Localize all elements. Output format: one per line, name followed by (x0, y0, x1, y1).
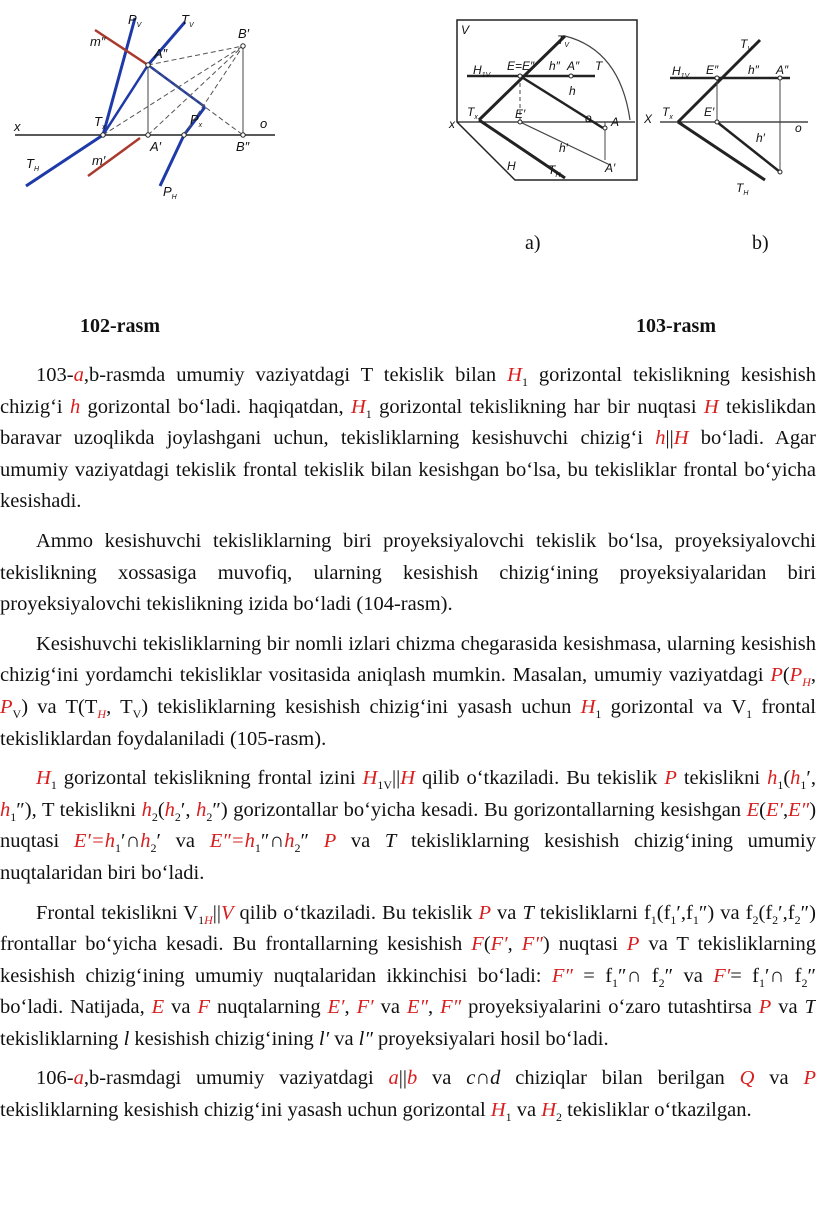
label-H1v: $H_{1V}$ (473, 63, 491, 79)
figure-102 (10, 8, 280, 208)
label-Tx: $T_x$ (467, 105, 478, 121)
label-h1: h′ (559, 141, 568, 155)
label-x: x (14, 119, 21, 134)
label-E1: E′ (704, 105, 715, 119)
label-h2: h″ (549, 59, 560, 73)
label-E2: E″ (706, 63, 719, 77)
label-x: x (449, 117, 455, 131)
figure-103a (445, 10, 645, 195)
label-E1: E′ (515, 107, 526, 121)
label-h1: h′ (756, 131, 765, 145)
figure-103b (640, 30, 810, 200)
label-Tx: $T_x$ (662, 105, 673, 121)
figure-103-caption: 103-rasm (636, 315, 716, 337)
label-o: o (260, 116, 268, 131)
label-A: A (611, 115, 620, 129)
label-PH: $P_H$ (163, 184, 177, 201)
label-Tv: $T_V$ (557, 33, 570, 49)
paragraph-4: $H_1$ gorizontal tekislikning frontal izini $H_{1V}||H$ qilib o‘tkaziladi. Bu tekislik P tekislikni $h_1(h_1'$, $h_1''$), T tekislikni $h_2(h_2'$, $h_2''$) gorizontallar bo‘yicha kesadi. Bu gorizontallarning kesishgan E(E′,E″) nuqtasi $E'=h_1'\cap h_2'$ va $E''=h_1''\cap h_2''$ P va T tekisliklarning kesishish chizig‘ining umumiy nuqtalaridan biri bo‘ladi. (0, 767, 816, 884)
label-V: V (461, 23, 470, 37)
label-h2: h″ (748, 63, 759, 77)
paragraph-6: 106-a,b-rasmdagi umumiy vaziyatdagi a||b va c∩d chiziqlar bilan berilgan Q va P tekisliklarning kesishish chizig‘ini yasash uchun gorizontal $H_1$ va $H_2$ tekisliklar o‘tkazilgan. (0, 1067, 816, 1125)
label-o: o (795, 121, 802, 135)
label-H: H (507, 159, 516, 173)
label-X: X (644, 112, 653, 126)
label-TH: $T_H$ (26, 156, 40, 173)
label-B1: B′ (238, 26, 250, 41)
label-m2: m″ (90, 34, 106, 49)
paragraph-2: Ammo kesishuvchi tekisliklarning biri proyeksiyalovchi tekislik bo‘lsa, proyeksiyalovchi tekislikning xossasiga muvofiq, ularning kesishish chizig‘ining proyeksiyalaridan biri proyeksiyalovchi tekislikning izida bo‘ladi (104-rasm). (0, 529, 816, 616)
label-A1: A′ (150, 139, 162, 154)
figure-103a-label: a) (525, 232, 541, 254)
label-Tx: $T_x$ (94, 114, 106, 131)
label-Tv: $T_V$ (181, 12, 194, 29)
paragraph-3: Kesishuvchi tekisliklarning bir nomli izlari chizma chegarasida kesishmasa, ularning kesishish chizig‘ini yordamchi tekisliklar vositasida aniqlash mumkin. Masalan, umumiy vaziyatdagi $P(P_H$, $P_V$) va $T(T_H$, $T_V$) tekisliklarning kesishish chizig‘ini yasash uchun $H_1$ gorizontal va $V_1$ frontal tekisliklardan foydalaniladi (105-rasm). (0, 632, 816, 750)
label-T: T (595, 59, 603, 73)
label-H1v: $H_{1V}$ (672, 64, 690, 80)
label-B2: B″ (236, 139, 250, 154)
label-A2: A″ (776, 63, 789, 77)
label-A1: A′ (605, 161, 616, 175)
label-TH: $T_H$ (736, 181, 749, 197)
label-m1: m′ (92, 153, 106, 168)
label-Px: $P_x$ (190, 112, 203, 129)
label-TH: $T_H$ (548, 163, 561, 179)
figure-103a-drawing (445, 10, 645, 195)
label-A2: A″ (567, 59, 580, 73)
figure-103b-label: b) (752, 232, 769, 254)
figure-102-drawing (10, 8, 280, 208)
label-Pv: $P_V$ (128, 12, 142, 29)
body-text (0, 360, 816, 1135)
label-Tv: $T_V$ (740, 37, 753, 53)
paragraph-5: Frontal tekislikni $V_{1H}||V$ qilib o‘tkaziladi. Bu tekislik P va T tekisliklarni $f_1(f_1',f_1'')$ va $f_2(f_2',f_2'')$ frontallar bo‘yicha kesadi. Bu frontallarning kesishish F(F′, F″) nuqtasi P va T tekisliklarning kesishish chizig‘ining umumiy nuqtalaridan ikkinchisi bo‘ladi: $F'' = f_1''\cap$ $f_2''$ va $F'= f_1'\cap$ $f_2''$ bo‘ladi. Natijada, E va F nuqtalarning E′, F′ va E″, F″ proyeksiyalarini o‘zaro tutashtirsa P va T tekisliklarning l kesishish chizig‘ining l′ va l″ proyeksiyalari hosil bo‘ladi. (0, 901, 816, 1050)
paragraph-1: 103-a,b-rasmda umumiy vaziyatdagi T tekislik bilan $H_1$ gorizontal tekislikning kesishish chizig‘i h gorizontal bo‘ladi. haqiqatdan, $H_1$ gorizontal tekislikning har bir nuqtasi H tekislikdan baravar uzoqlikda joylashgani uchun, tekisliklarning kesishuvchi chizig‘i h||H bo‘ladi. Agar umumiy vaziyatdagi tekislik frontal tekislik bilan kesishgan bo‘lsa, bu tekisliklar frontal bo‘yicha kesishadi. (0, 364, 816, 513)
label-h: h (569, 84, 576, 98)
figure-103b-drawing (640, 30, 810, 200)
label-E-E2: E=E″ (507, 59, 535, 73)
label-o: o (585, 111, 592, 125)
label-A2: A″ (154, 46, 168, 61)
figure-102-caption: 102-rasm (80, 315, 160, 337)
